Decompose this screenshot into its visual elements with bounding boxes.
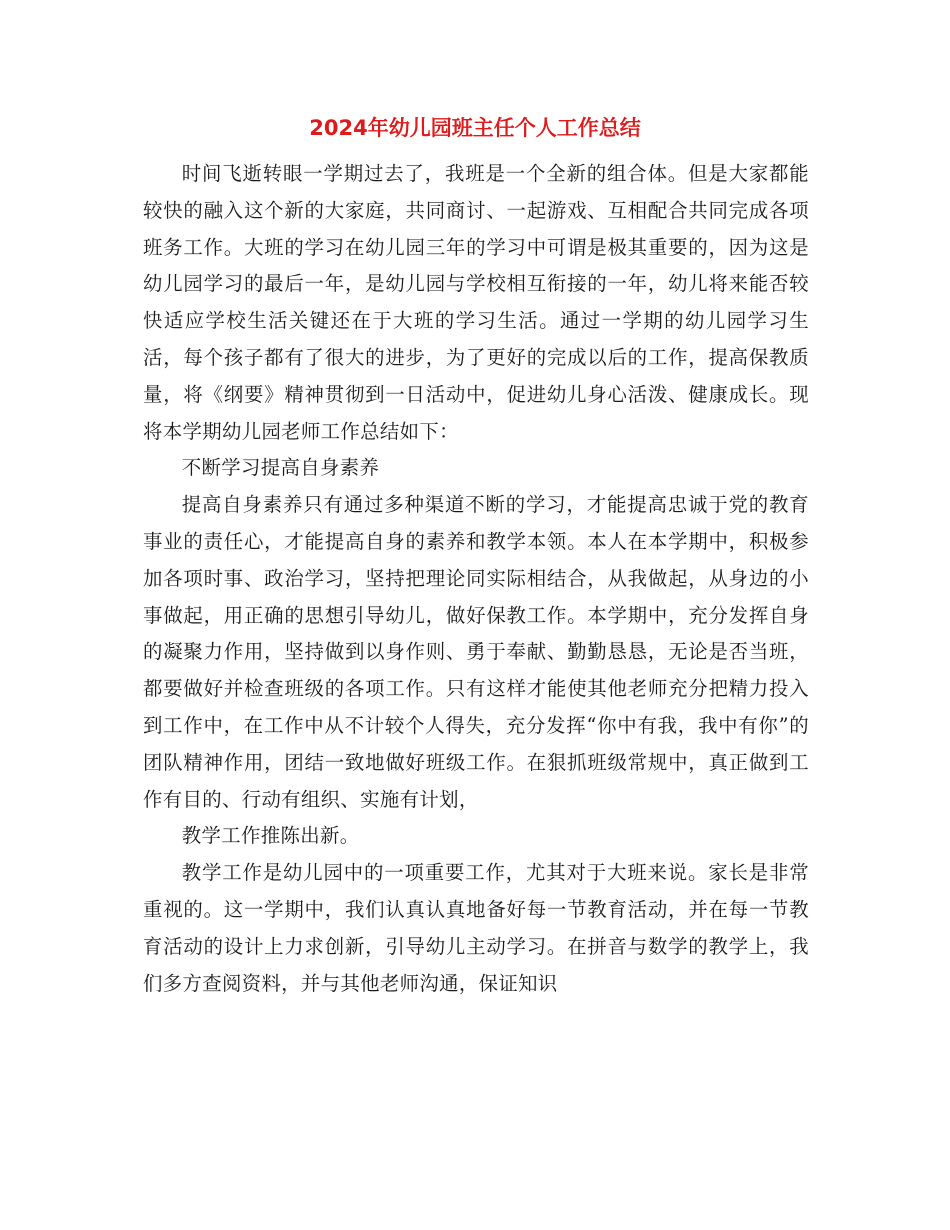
paragraph-intro: 时间飞逝转眼一学期过去了，我班是一个全新的组合体。但是大家都能较快的融入这个新的大家庭，共同商讨、一起游戏、互相配合共同完成各项班务工作。大班的学习在幼儿园三年的学习中可谓是极其重要的，因为这是幼儿园学习的最后一年，是幼儿园与学校相互衔接的一年，幼儿将来能否较快适应学校生活关键还在于大班的学习生活。通过一学期的幼儿园学习生活，每个孩子都有了很大的进步，为了更好的完成以后的工作，提高保教质量，将《纲要》精神贯彻到一日活动中，促进幼儿身心活泼、健康成长。现将本学期幼儿园老师工作总结如下：: [143, 162, 809, 443]
section-heading-teaching: 教学工作推陈出新。: [181, 824, 360, 848]
section-heading-self-improvement: 不断学习提高自身素养: [181, 456, 380, 480]
paragraph-self-improvement: 提高自身素养只有通过多种渠道不断的学习，才能提高忠诚于党的教育事业的责任心，才能提高自身的素养和教学本领。本人在本学期中，积极参加各项时事、政治学习，坚持把理论同实际相结合，从我做起，从身边的小事做起，用正确的思想引导幼儿，做好保教工作。本学期中，充分发挥自身的凝聚力作用，坚持做到以身作则、勇于奉献、勤勤恳恳，无论是否当班，都要做好并检查班级的各项工作。只有这样才能使其他老师充分把精力投入到工作中，在工作中从不计较个人得失，充分发挥“你中有我，我中有你”的团队精神作用，团结一致地做好班级工作。在狠抓班级常规中，真正做到工作有目的、行动有组织、实施有计划，: [143, 493, 809, 811]
document-body: [143, 156, 809, 1002]
paragraph-teaching: 教学工作是幼儿园中的一项重要工作，尤其对于大班来说。家长是非常重视的。这一学期中，我们认真认真地备好每一节教育活动，并在每一节教育活动的设计上力求创新，引导幼儿主动学习。在拼音与数学的教学上，我们多方查阅资料，并与其他老师沟通，保证知识: [143, 861, 809, 995]
document-title: 2024年幼儿园班主任个人工作总结: [309, 116, 641, 140]
